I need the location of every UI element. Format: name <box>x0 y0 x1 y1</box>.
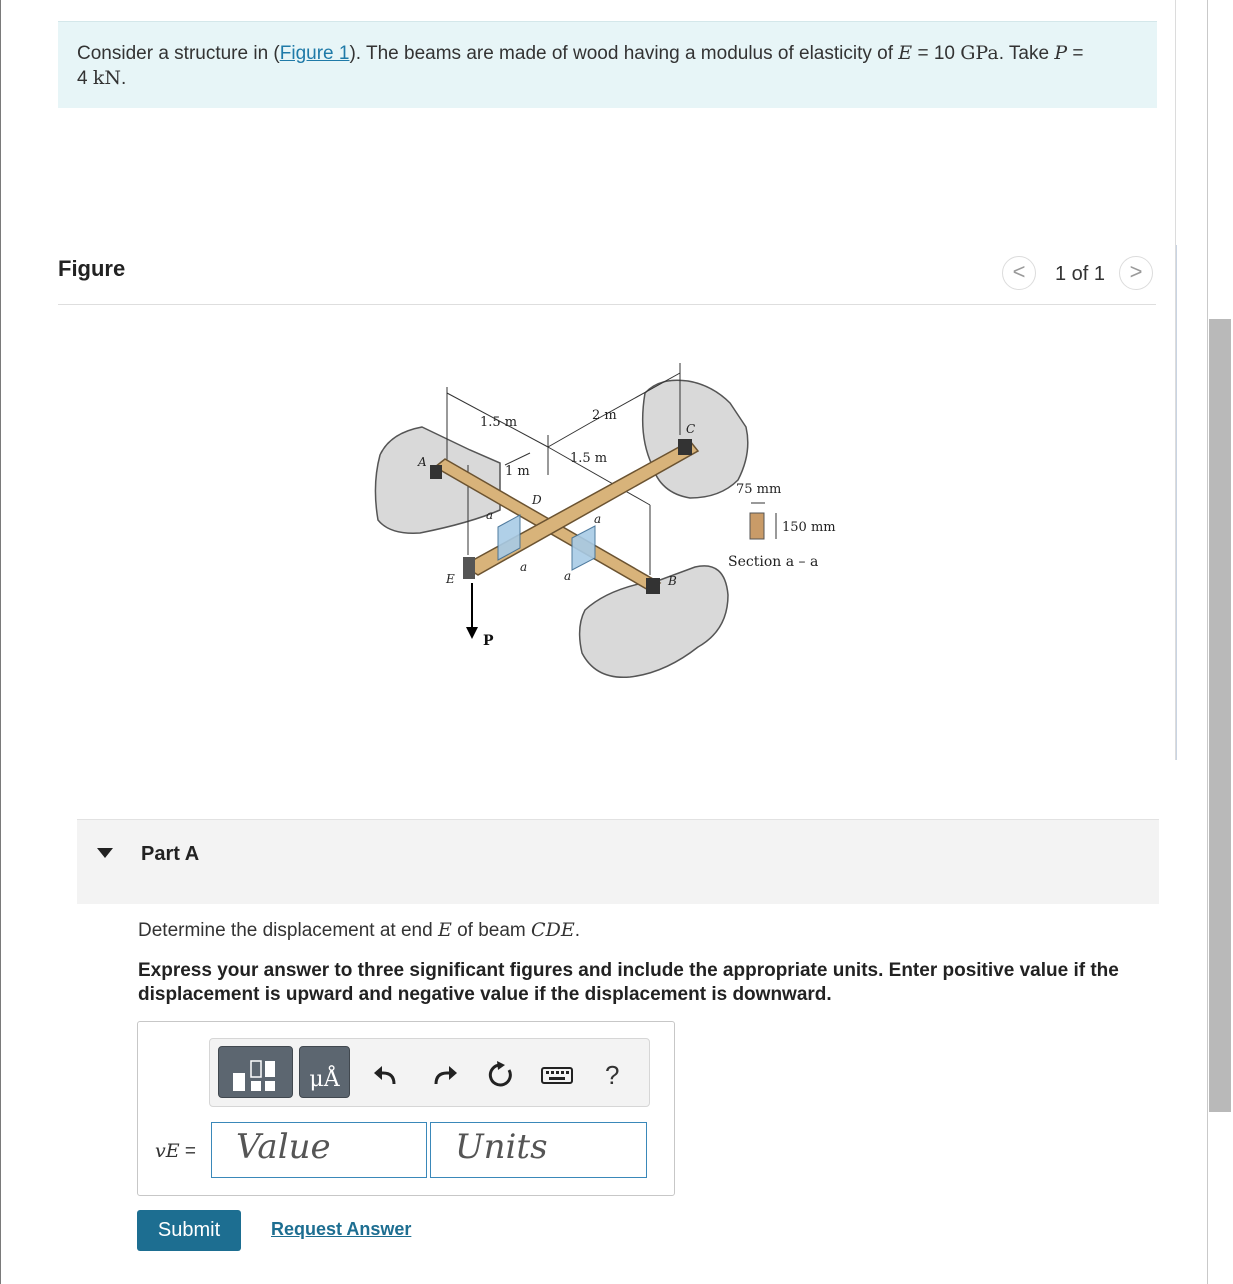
dim-label-2m: 2 m <box>592 408 617 423</box>
chevron-right-icon: > <box>1129 259 1143 284</box>
templates-icon <box>219 1047 292 1097</box>
dim-label-1m: 1 m <box>505 464 530 479</box>
intro-period: . <box>121 68 127 89</box>
variable-equals: = <box>179 1141 196 1162</box>
reset-icon[interactable] <box>485 1060 515 1090</box>
next-figure-button[interactable] <box>1119 256 1153 290</box>
load-arrow-head <box>466 627 478 639</box>
load-equals: = <box>1067 43 1084 64</box>
rock-support-top-right <box>643 380 748 498</box>
beam-structure-figure <box>360 355 850 690</box>
units-input[interactable]: Units <box>430 1122 647 1178</box>
part-a-header[interactable] <box>77 819 1159 904</box>
end-bracket-E <box>463 557 475 579</box>
figure-divider <box>58 304 1156 305</box>
load-unit: kN <box>92 67 121 89</box>
point-label-A: A <box>418 455 427 469</box>
figure-panel-edge <box>1176 245 1177 760</box>
section-plane-right <box>572 526 595 570</box>
take-text: . Take <box>998 43 1055 64</box>
point-label-E: E <box>446 572 455 586</box>
section-label-a2: a <box>520 560 528 574</box>
question-point-symbol: E <box>437 919 452 941</box>
height-label: 150 mm <box>782 520 836 535</box>
point-label-C: C <box>686 422 696 436</box>
window-left-border <box>0 0 1 1284</box>
help-button[interactable]: ? <box>605 1060 620 1090</box>
redo-icon[interactable] <box>430 1060 460 1090</box>
figure-link[interactable]: Figure 1 <box>279 43 350 64</box>
pin-B <box>646 578 660 594</box>
pin-A <box>430 465 442 479</box>
intro-text: Consider a structure in ( <box>77 43 280 64</box>
section-caption: Section a – a <box>728 554 819 570</box>
figure-counter: 1 of 1 <box>1055 263 1106 285</box>
variable-label <box>155 1140 196 1163</box>
previous-figure-button[interactable] <box>1002 256 1036 290</box>
value-input[interactable]: Value <box>211 1122 427 1178</box>
section-label-a1: a <box>486 508 494 522</box>
load-symbol: P <box>1054 42 1068 64</box>
point-label-B: B <box>668 574 677 588</box>
point-label-D: D <box>532 493 542 507</box>
variable-symbol: vE <box>155 1140 180 1162</box>
load-label-P: P <box>483 633 494 649</box>
chevron-left-icon: < <box>1012 259 1026 284</box>
pin-C <box>678 439 692 455</box>
question-text-start: Determine the displacement at end <box>138 920 438 941</box>
request-answer-link[interactable]: Request Answer <box>271 1219 412 1239</box>
width-label: 75 mm <box>736 482 782 497</box>
intro-text-2: ). The beams are made of wood having a modulus of elasticity of <box>349 43 899 64</box>
submit-button[interactable]: Submit <box>137 1210 241 1251</box>
scrollbar-thumb[interactable] <box>1209 319 1231 1112</box>
units-button[interactable] <box>299 1046 350 1098</box>
keyboard-icon[interactable] <box>541 1060 573 1090</box>
units-glyph: μÅ <box>309 1067 340 1092</box>
question-text-mid: of beam <box>451 920 532 941</box>
modulus-equals: = 10 <box>912 43 961 64</box>
templates-button[interactable] <box>218 1046 293 1098</box>
figure-title: Figure <box>58 256 126 281</box>
question-text <box>138 919 580 942</box>
part-title: Part A <box>141 843 200 865</box>
dim-label-1-5m-a: 1.5 m <box>480 415 518 430</box>
problem-statement <box>58 21 1157 108</box>
modulus-unit: GPa <box>960 42 999 64</box>
cross-section-rect <box>750 513 764 539</box>
section-label-a4: a <box>564 569 572 583</box>
collapse-caret-icon[interactable] <box>97 848 113 858</box>
section-label-a3: a <box>594 512 602 526</box>
question-period: . <box>574 920 580 941</box>
load-value: 4 <box>77 68 93 89</box>
dim-label-1-5m-b: 1.5 m <box>570 451 608 466</box>
modulus-symbol: E <box>898 42 913 64</box>
undo-icon[interactable] <box>371 1060 401 1090</box>
answer-instructions: Express your answer to three significant figures and include the appropriate units. Enter positive value if the displacement is upward and negative value if the displacement is downward. <box>138 960 1119 1005</box>
question-beam-symbol: CDE <box>531 919 575 941</box>
